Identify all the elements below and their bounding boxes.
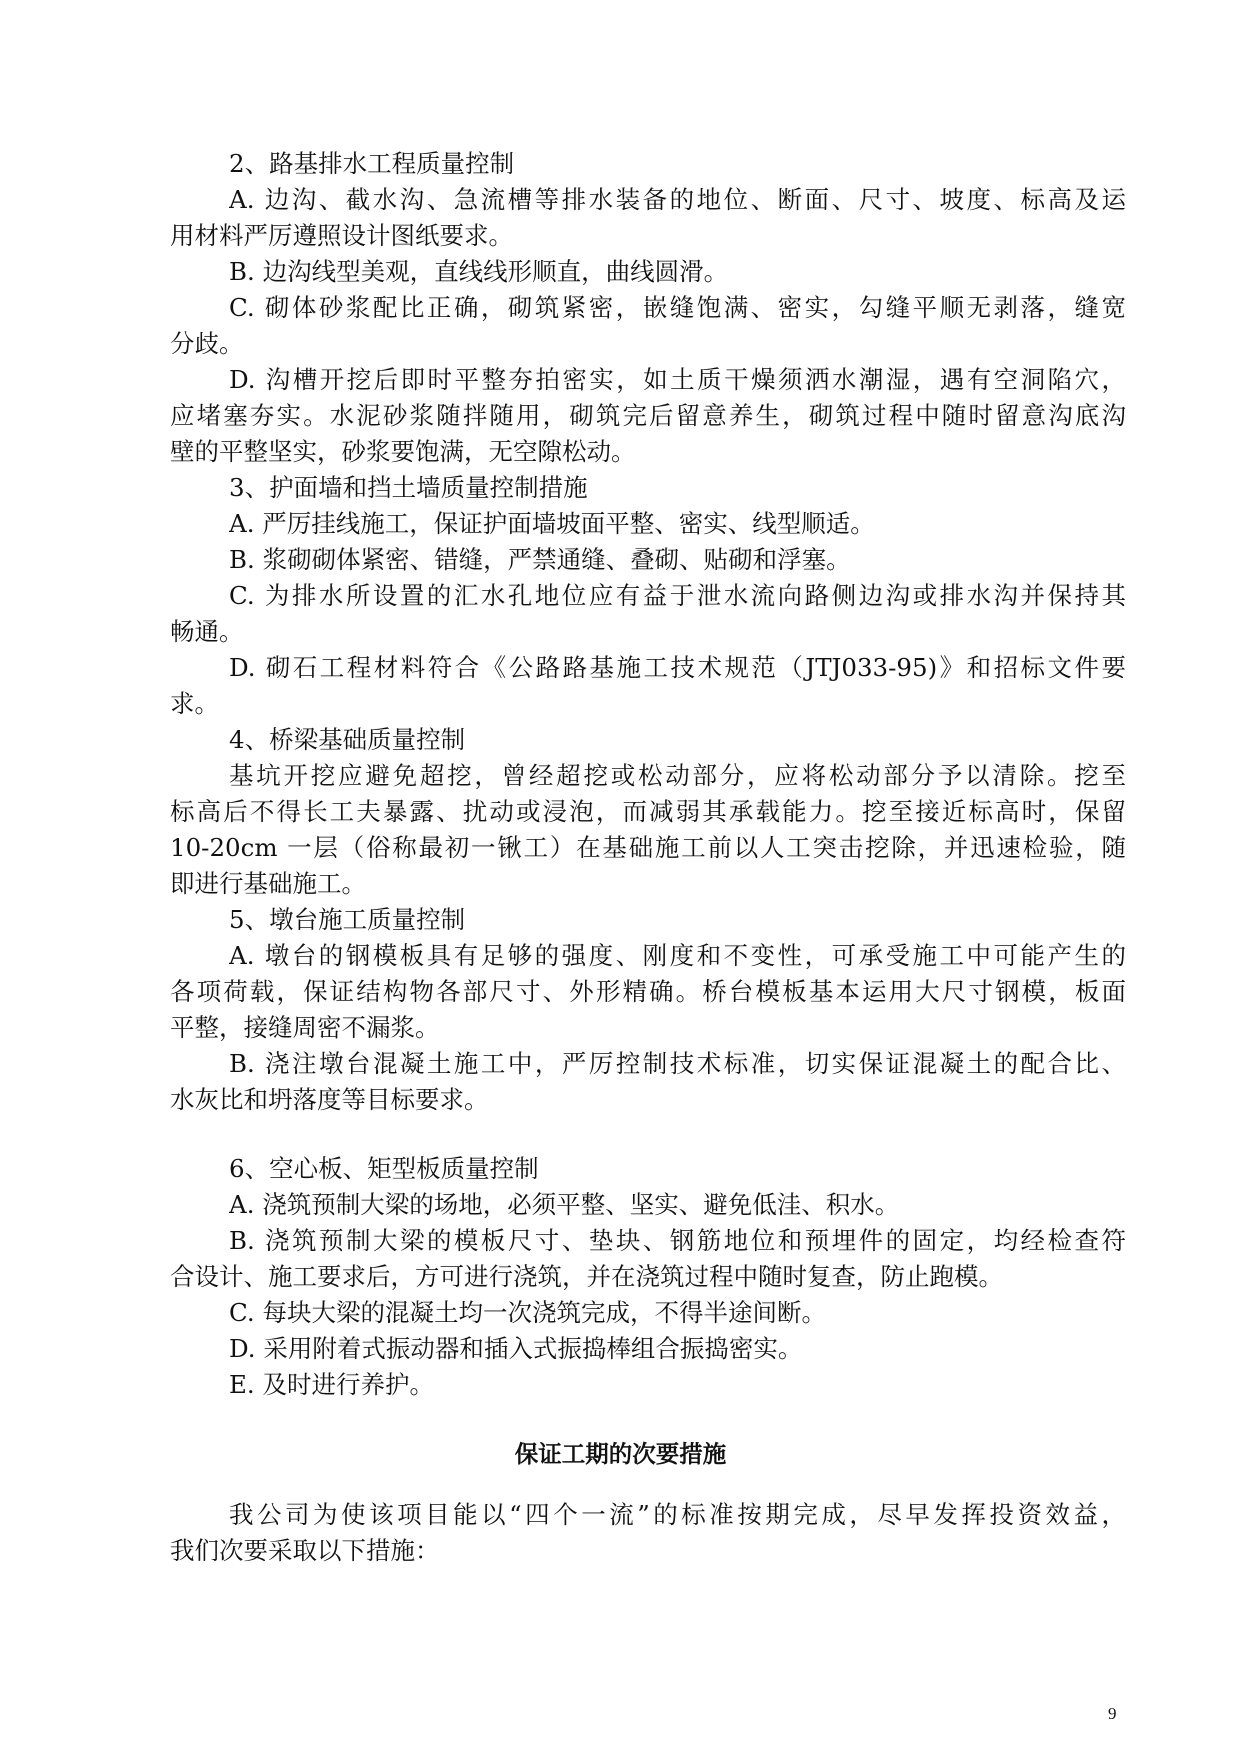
paragraph-line: 10-20cm 一层（俗称最初一锹工）在基础施工前以人工突击挖除，并迅速检验，随 (170, 833, 1126, 862)
paragraph-line: 我们次要采取以下措施： (170, 1536, 440, 1565)
paragraph-line: 合设计、施工要求后，方可进行浇筑，并在浇筑过程中随时复查，防止跑模。 (170, 1262, 1003, 1291)
paragraph-line: C. 每块大梁的混凝土均一次浇筑完成，不得半途间断。 (229, 1298, 826, 1327)
paragraph-line: 壁的平整坚实，砂浆要饱满，无空隙松动。 (170, 437, 636, 466)
paragraph-line: D. 砌石工程材料符合《公路路基施工技术规范（JTJ033-95)》和招标文件要 (229, 653, 1126, 682)
paragraph-line: 我公司为使该项目能以“四个一流”的标准按期完成，尽早发挥投资效益， (229, 1500, 1126, 1529)
paragraph-line: C. 为排水所设置的汇水孔地位应有益于泄水流向路侧边沟或排水沟并保持其 (229, 581, 1126, 610)
paragraph-line: A. 浇筑预制大梁的场地，必须平整、坚实、避免低洼、积水。 (229, 1190, 900, 1219)
paragraph-line: 即进行基础施工。 (170, 869, 366, 898)
paragraph-line: 求。 (170, 689, 219, 718)
section-heading: 2、路基排水工程质量控制 (229, 149, 515, 178)
page-number: 9 (1108, 1704, 1117, 1723)
paragraph-line: D. 采用附着式振动器和插入式振捣棒组合振捣密实。 (229, 1334, 803, 1363)
section-heading: 6、空心板、矩型板质量控制 (229, 1154, 539, 1183)
paragraph-line: B. 边沟线型美观，直线线形顺直，曲线圆滑。 (229, 257, 729, 286)
paragraph-line: 水灰比和坍落度等目标要求。 (170, 1085, 489, 1114)
paragraph-line: 用材料严厉遵照设计图纸要求。 (170, 221, 513, 250)
paragraph-line: B. 浇注墩台混凝土施工中，严厉控制技术标准，切实保证混凝土的配合比、 (229, 1049, 1126, 1078)
paragraph-line: A. 墩台的钢模板具有足够的强度、刚度和不变性，可承受施工中可能产生的 (229, 941, 1126, 970)
paragraph-line: C. 砌体砂浆配比正确，砌筑紧密，嵌缝饱满、密实，勾缝平顺无剥落，缝宽 (229, 293, 1126, 322)
section-heading: 3、护面墙和挡土墙质量控制措施 (229, 473, 588, 502)
paragraph-line: 应堵塞夯实。水泥砂浆随拌随用，砌筑完后留意养生，砌筑过程中随时留意沟底沟 (170, 401, 1126, 430)
paragraph-line: A. 严厉挂线施工，保证护面墙坡面平整、密实、线型顺适。 (229, 509, 875, 538)
section-title: 保证工期的次要措施 (514, 1440, 727, 1468)
paragraph-line: 基坑开挖应避免超挖，曾经超挖或松动部分，应将松动部分予以清除。挖至 (229, 761, 1126, 790)
paragraph-line: A. 边沟、截水沟、急流槽等排水装备的地位、断面、尺寸、坡度、标高及运 (229, 185, 1126, 214)
paragraph-line: 平整，接缝周密不漏浆。 (170, 1013, 440, 1042)
paragraph-line: 分歧。 (170, 329, 244, 358)
paragraph-line: B. 浇筑预制大梁的模板尺寸、垫块、钢筋地位和预埋件的固定，均经检查符 (229, 1226, 1126, 1255)
paragraph-line: E. 及时进行养护。 (229, 1370, 434, 1399)
paragraph-line: B. 浆砌砌体紧密、错缝，严禁通缝、叠砌、贴砌和浮塞。 (229, 545, 851, 574)
paragraph-line: 畅通。 (170, 617, 244, 646)
section-heading: 4、桥梁基础质量控制 (229, 725, 466, 754)
paragraph-line: 各项荷载，保证结构物各部尺寸、外形精确。桥台模板基本运用大尺寸钢模，板面 (170, 977, 1126, 1006)
section-heading: 5、墩台施工质量控制 (229, 905, 466, 934)
paragraph-line: D. 沟槽开挖后即时平整夯拍密实，如土质干燥须洒水潮湿，遇有空洞陷穴， (229, 365, 1126, 394)
paragraph-line: 标高后不得长工夫暴露、扰动或浸泡，而减弱其承载能力。挖至接近标高时，保留 (170, 797, 1126, 826)
